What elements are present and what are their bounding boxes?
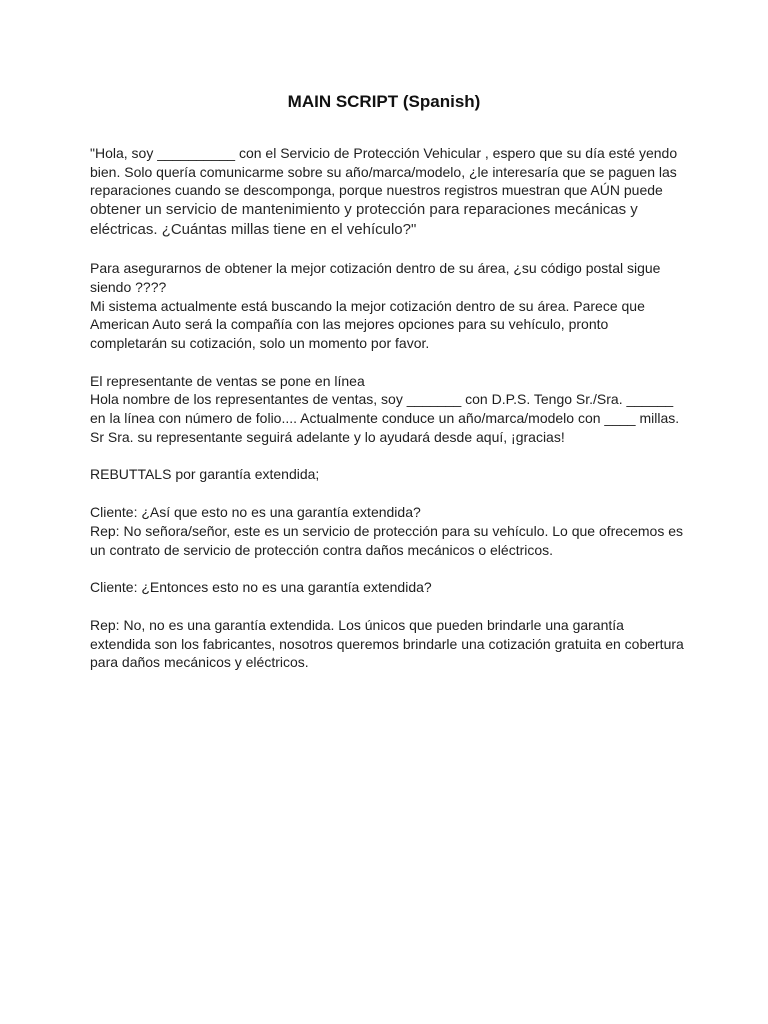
text-line: Mi sistema actualmente está buscando la mejor cotización dentro de su área. Parece que xyxy=(90,297,645,314)
text-line: bien. Solo quería comunicarme sobre su año/marca/modelo, ¿le interesaría que se paguen las xyxy=(90,163,677,180)
zip-paragraph xyxy=(90,259,690,353)
document-body xyxy=(90,144,690,691)
text-line: en la línea con número de folio.... Actualmente conduce un año/marca/modelo con ____ millas. xyxy=(90,410,680,427)
text-line: obtener un servicio de mantenimiento y protección para reparaciones mecánicas y xyxy=(90,201,638,219)
text-line: "Hola, soy __________ con el Servicio de Protección Vehicular , espero que su día esté yendo xyxy=(90,145,678,161)
text-line: American Auto será la compañía con las mejores opciones para su vehículo, pronto xyxy=(90,316,609,333)
text-line: eléctricas. ¿Cuántas millas tiene en el vehículo?" xyxy=(90,221,417,239)
text-line: Para asegurarnos de obtener la mejor cotización dentro de su área, ¿su código postal sigue xyxy=(90,260,661,277)
text-line: Cliente: ¿Así que esto no es una garantía extendida? xyxy=(90,504,421,521)
text-line: para daños mecánicos y eléctricos. xyxy=(90,654,309,671)
text-line: REBUTTALS por garantía extendida; xyxy=(90,466,320,483)
text-line: reparaciones cuando se descomponga, porque nuestros registros muestran que AÚN puede xyxy=(90,182,663,199)
qa-block-3 xyxy=(90,616,690,672)
qa-block-2 xyxy=(90,578,690,597)
text-line: extendida son los fabricantes, nosotros queremos brindarle una cotización gratuita en cobertura xyxy=(90,635,684,652)
rep-paragraph xyxy=(90,372,690,447)
text-line: Hola nombre de los representantes de ventas, soy _______ con D.P.S. Tengo Sr./Sra. ______ xyxy=(90,391,674,408)
intro-paragraph xyxy=(90,144,690,240)
text-line: completarán su cotización, solo un momento por favor. xyxy=(90,334,430,351)
text-line: Rep: No señora/señor, este es un servicio de protección para su vehículo. Lo que ofrecemos es xyxy=(90,522,684,539)
text-line: Sr Sra. su representante seguirá adelante y lo ayudará desde aquí, ¡gracias! xyxy=(90,428,565,445)
text-line: siendo ???? xyxy=(90,278,167,295)
text-line: El representante de ventas se pone en línea xyxy=(90,372,365,389)
rebuttals-heading xyxy=(90,465,690,484)
text-line: un contrato de servicio de protección contra daños mecánicos o eléctricos. xyxy=(90,541,554,558)
document-title: MAIN SCRIPT (Spanish) xyxy=(287,92,481,111)
text-line: Cliente: ¿Entonces esto no es una garantía extendida? xyxy=(90,579,432,596)
qa-block-1 xyxy=(90,503,690,559)
text-line: Rep: No, no es una garantía extendida. Los únicos que pueden brindarle una garantía xyxy=(90,616,624,633)
